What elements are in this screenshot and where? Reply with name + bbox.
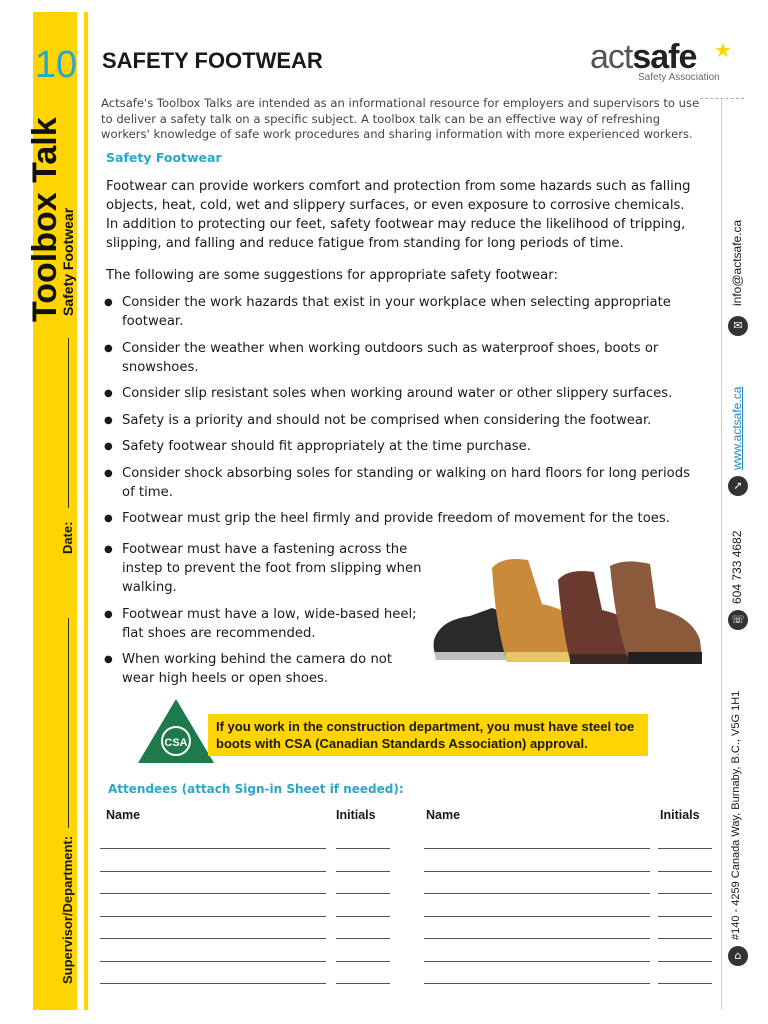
contact-website[interactable]: www.actsafe.ca bbox=[730, 386, 744, 470]
web-icon: ➚ bbox=[728, 476, 748, 496]
right-divider bbox=[721, 98, 722, 1010]
sign-line[interactable] bbox=[100, 893, 326, 894]
section-heading: Safety Footwear bbox=[106, 150, 222, 165]
contact-email[interactable]: info@actsafe.ca bbox=[730, 219, 744, 306]
contact-address: #140 - 4259 Canada Way, Burnaby, B.C., V5G 1H1 bbox=[730, 690, 742, 940]
sign-line[interactable] bbox=[100, 848, 326, 849]
csa-notice: If you work in the construction department, you must have steel toe boots with CSA (Canadian Standards Association) approval. bbox=[216, 719, 635, 751]
supervisor-field-line bbox=[68, 618, 69, 828]
list-item: ● Consider shock absorbing soles for standing or walking on hard floors for long periods of time. bbox=[104, 464, 704, 502]
csa-badge-text: CSA bbox=[164, 737, 188, 749]
list-item: ● When working behind the camera do not wear high heels or open shoes. bbox=[104, 650, 422, 688]
sign-line[interactable] bbox=[424, 916, 650, 917]
contact-phone[interactable]: 604 733 4682 bbox=[730, 530, 744, 604]
phone-icon: ☏ bbox=[728, 610, 748, 630]
sign-line[interactable] bbox=[336, 893, 390, 894]
sign-line[interactable] bbox=[424, 938, 650, 939]
supervisor-label: Supervisor/Department: bbox=[60, 835, 75, 984]
sign-line[interactable] bbox=[336, 938, 390, 939]
sign-line[interactable] bbox=[336, 848, 390, 849]
sign-line[interactable] bbox=[100, 983, 326, 984]
suggestions-list-continued bbox=[104, 540, 422, 696]
csa-badge-icon bbox=[136, 697, 216, 765]
paragraph-1: Footwear can provide workers comfort and protection from some hazards such as falling objects, heat, cold, wet and slippery surfaces, or even exposure to corrosive chemicals. In addition to protecting our feet, safety footwear may reduce the likelihood of tripping, slipping, and falling and reduce fatigue from standing for long periods of time. bbox=[106, 179, 691, 251]
logo-text-act: act bbox=[590, 38, 633, 76]
home-icon: ⌂ bbox=[728, 946, 748, 966]
date-field-line bbox=[68, 338, 69, 508]
toolbox-talk-title: Toolbox Talk bbox=[26, 117, 64, 322]
sign-line[interactable] bbox=[336, 983, 390, 984]
logo-subtitle: Safety Association bbox=[638, 72, 720, 83]
sign-line[interactable] bbox=[424, 961, 650, 962]
toolbox-talk-subtitle: Safety Footwear bbox=[60, 207, 76, 316]
sign-line[interactable] bbox=[336, 961, 390, 962]
sign-line[interactable] bbox=[424, 983, 650, 984]
sign-line[interactable] bbox=[658, 916, 712, 917]
sign-line[interactable] bbox=[100, 916, 326, 917]
intro-text: Actsafe's Toolbox Talks are intended as an informational resource for employers and supervisors to use to deliver a safety talk on a specific subject. A toolbox talk can be an effective way of refreshing workers' knowledge of safe work procedures and sharing information with more experienced workers. bbox=[101, 96, 700, 141]
sign-line[interactable] bbox=[424, 848, 650, 849]
sign-line[interactable] bbox=[658, 961, 712, 962]
logo-text-safe: safe bbox=[632, 38, 697, 76]
list-item: ● Consider the weather when working outdoors such as waterproof shoes, boots or snowshoes. bbox=[104, 339, 704, 377]
sign-line[interactable] bbox=[658, 938, 712, 939]
paragraph-2: The following are some suggestions for appropriate safety footwear: bbox=[106, 268, 558, 283]
actsafe-logo bbox=[590, 38, 740, 88]
sign-line[interactable] bbox=[100, 871, 326, 872]
talk-number: 10 bbox=[34, 44, 78, 86]
list-item: ● Safety is a priority and should not be comprised when considering the footwear. bbox=[104, 411, 704, 430]
sign-line[interactable] bbox=[100, 938, 326, 939]
sign-line[interactable] bbox=[658, 893, 712, 894]
attendees-heading: Attendees (attach Sign-in Sheet if needed): bbox=[108, 782, 404, 796]
column-initials-right: Initials bbox=[660, 808, 700, 822]
list-item: ● Consider the work hazards that exist in your workplace when selecting appropriate footwear. bbox=[104, 293, 704, 331]
sign-line[interactable] bbox=[658, 848, 712, 849]
list-item: ● Footwear must grip the heel firmly and provide freedom of movement for the toes. bbox=[104, 509, 704, 528]
date-label: Date: bbox=[60, 521, 75, 554]
list-item: ● Footwear must have a low, wide-based heel; flat shoes are recommended. bbox=[104, 605, 422, 643]
column-initials-left: Initials bbox=[336, 808, 376, 822]
sign-line[interactable] bbox=[336, 916, 390, 917]
sign-line[interactable] bbox=[336, 871, 390, 872]
email-icon: ✉ bbox=[728, 316, 748, 336]
list-item: ● Footwear must have a fastening across the instep to prevent the foot from slipping when walking. bbox=[104, 540, 422, 597]
sign-line[interactable] bbox=[658, 983, 712, 984]
list-item: ● Safety footwear should fit appropriately at the time purchase. bbox=[104, 437, 704, 456]
suggestions-list bbox=[104, 293, 704, 536]
column-name-left: Name bbox=[106, 808, 141, 822]
sign-line[interactable] bbox=[424, 871, 650, 872]
sign-line[interactable] bbox=[658, 871, 712, 872]
sign-line[interactable] bbox=[424, 893, 650, 894]
list-item: ● Consider slip resistant soles when working around water or other slippery surfaces. bbox=[104, 384, 704, 403]
safety-boots-image bbox=[430, 548, 710, 678]
column-name-right: Name bbox=[426, 808, 461, 822]
sign-line[interactable] bbox=[100, 961, 326, 962]
page-title: SAFETY FOOTWEAR bbox=[102, 48, 323, 73]
star-icon: ★ bbox=[714, 38, 732, 62]
sidebar-rule bbox=[84, 12, 88, 1010]
